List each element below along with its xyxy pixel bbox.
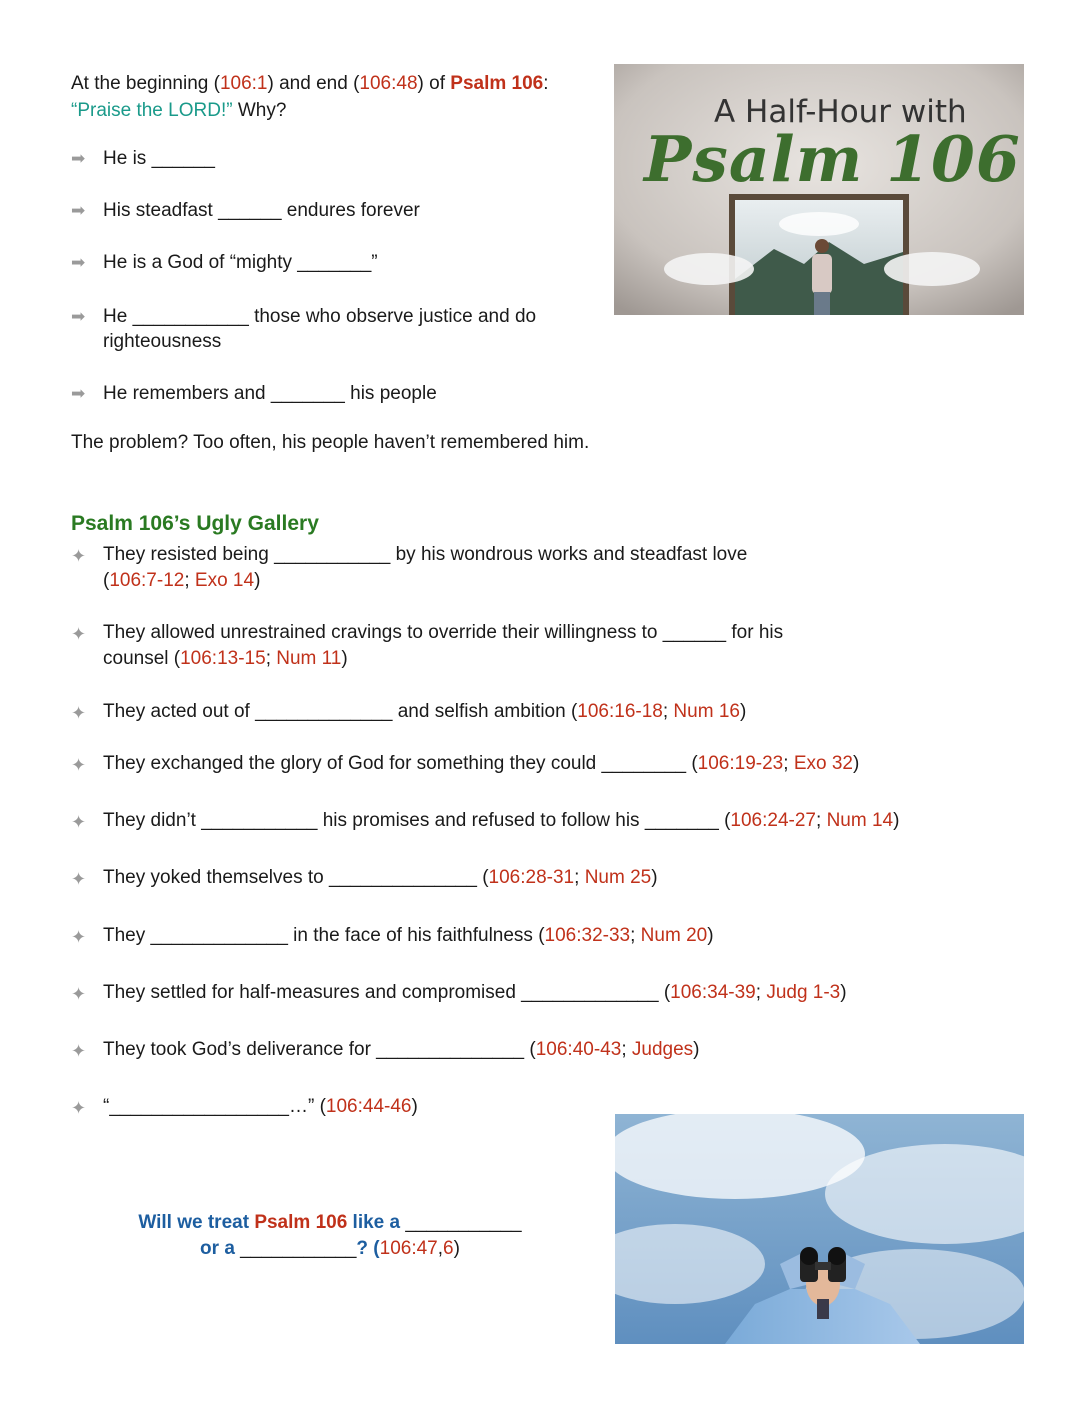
list-item: ✦ They acted out of _____________ and selfish ambition (106:16-18; Num 16) — [71, 699, 991, 725]
psalm-name: Psalm 106 — [254, 1212, 348, 1233]
list-item: ✦ They yoked themselves to ______________ (106:28-31; Num 25) — [71, 865, 991, 891]
binoculars-illustration — [615, 1114, 1024, 1344]
list-item: ✦ “_________________…” (106:44-46) — [71, 1094, 991, 1120]
list-item: ➡ He is ______ — [71, 148, 215, 169]
intro-text: : — [543, 73, 549, 94]
list-item: ✦ They didn’t ___________ his promises and refused to follow his _______ (106:24-27; Num 14) — [71, 808, 991, 834]
ref-end: 106:48 — [359, 73, 418, 94]
star-bullet-icon: ✦ — [71, 546, 87, 566]
reasons-list — [71, 146, 611, 406]
star-bullet-icon: ✦ — [71, 869, 87, 889]
gallery-heading: Psalm 106’s Ugly Gallery — [71, 512, 319, 535]
list-item: ✦ They _____________ in the face of his faithfulness (106:32-33; Num 20) — [71, 923, 991, 949]
star-bullet-icon: ✦ — [71, 927, 87, 947]
hero-image — [614, 64, 1024, 315]
list-item: ➡ His steadfast ______ endures forever — [71, 200, 420, 221]
intro-text: ) and end ( — [267, 73, 360, 94]
star-bullet-icon: ✦ — [71, 812, 87, 832]
list-item: ➡ He remembers and _______ his people — [71, 383, 437, 404]
arrow-icon: ➡ — [71, 253, 86, 272]
binoculars-image — [615, 1114, 1024, 1344]
gallery-list — [71, 542, 991, 1120]
ref-start: 106:1 — [219, 73, 268, 94]
star-bullet-icon: ✦ — [71, 755, 87, 775]
arrow-icon: ➡ — [71, 384, 86, 403]
star-bullet-icon: ✦ — [71, 984, 87, 1004]
list-item: ✦ They allowed unrestrained cravings to override their willingness to ______ for his counsel (106:13-15; Num 11) — [71, 622, 784, 669]
hero-subtitle: A Half-Hour with — [714, 94, 967, 130]
intro-paragraph — [71, 70, 601, 124]
problem-statement: The problem? Too often, his people haven’t remembered him. — [71, 432, 590, 453]
psalm-name: Psalm 106 — [450, 73, 544, 94]
star-bullet-icon: ✦ — [71, 1098, 87, 1118]
arrow-icon: ➡ — [71, 149, 86, 168]
why-text: Why? — [232, 100, 287, 121]
star-bullet-icon: ✦ — [71, 703, 87, 723]
closing-question: Will we treat Psalm 106 like a ___________ or a ___________? (106:47,6) — [138, 1212, 522, 1259]
list-item: ✦ They resisted being ___________ by his wondrous works and steadfast love (106:7-12; Exo 14) — [71, 544, 748, 591]
praise-quote: “Praise the LORD!” — [71, 100, 233, 121]
list-item: ✦ They settled for half-measures and compromised _____________ (106:34-39; Judg 1-3) — [71, 980, 991, 1006]
list-item: ➡ He is a God of “mighty _______” — [71, 252, 378, 273]
star-bullet-icon: ✦ — [71, 1041, 87, 1061]
hero-title: Psalm 106 — [644, 122, 1021, 196]
intro-text: At the beginning ( — [71, 73, 220, 94]
intro-text: ) of — [417, 73, 451, 94]
arrow-icon: ➡ — [71, 307, 86, 326]
star-bullet-icon: ✦ — [71, 624, 87, 644]
list-item: ➡ He ___________ those who observe justice and do righteousness — [71, 306, 537, 352]
list-item: ✦ They took God’s deliverance for ______________ (106:40-43; Judges) — [71, 1037, 991, 1063]
list-item: ✦ They exchanged the glory of God for something they could ________ (106:19-23; Exo 32) — [71, 751, 991, 777]
arrow-icon: ➡ — [71, 201, 86, 220]
